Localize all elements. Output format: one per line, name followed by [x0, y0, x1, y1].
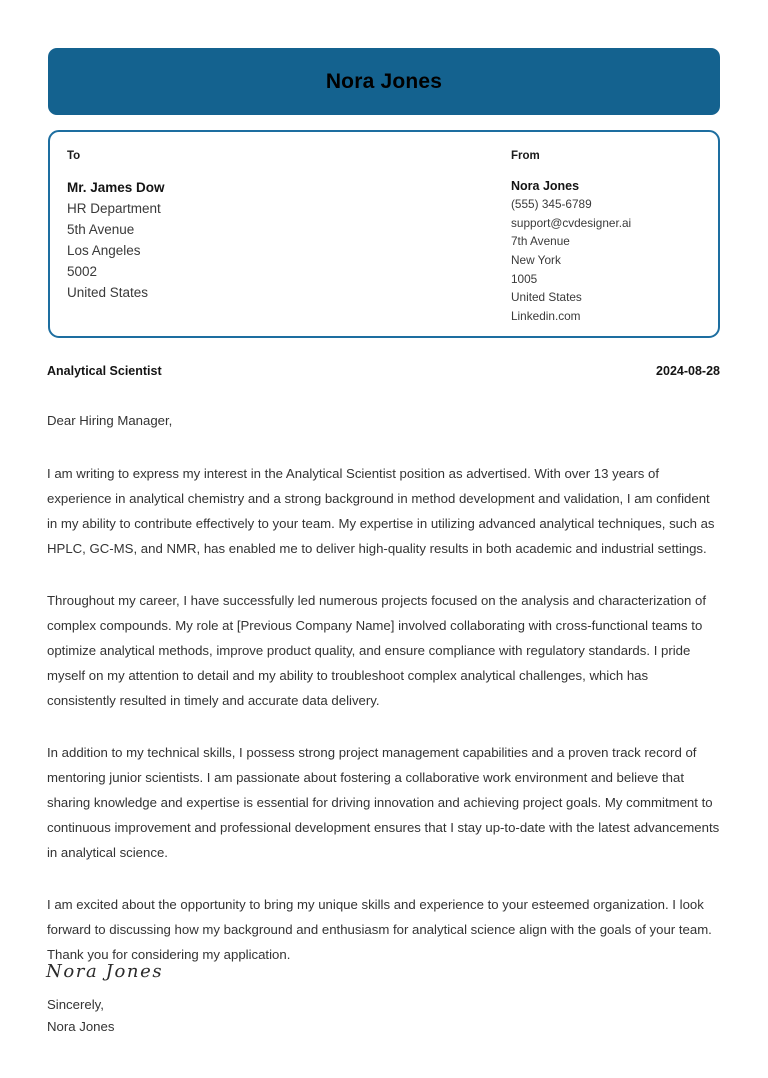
contact-columns: [50, 132, 718, 336]
letter-date: 2024-08-28: [656, 364, 720, 378]
recipient-line: United States: [67, 284, 149, 300]
job-title: Analytical Scientist: [47, 364, 162, 378]
letter-paragraph: I am excited about the opportunity to bring my unique skills and experience to your esteemed organization. I look forward to discussing how my background and enthusiasm for analytical science align with the goals of your team. Thank you for considering my application.: [47, 897, 712, 962]
letter-closing: [47, 994, 720, 1037]
sender-email: support@cvdesigner.ai: [511, 215, 632, 230]
sender-name: Nora Jones: [511, 178, 580, 193]
closing-name: Nora Jones: [47, 1018, 115, 1034]
letter-paragraph: Throughout my career, I have successfully led numerous projects focused on the analysis and characterization of complex compounds. My role at [Previous Company Name] involved collaborating with cross-functional teams to optimize analytical methods, improve product quality, and ensure compliance with regulatory standards. I pride myself on my attention to detail and my ability to troubleshoot complex analytical challenges, which has consistently resulted in timely and accurate data delivery.: [47, 593, 706, 708]
recipient-line: Los Angeles: [67, 242, 141, 258]
letter-meta-row: [47, 364, 720, 379]
contact-box: [48, 130, 720, 338]
sender-line: 7th Avenue: [511, 234, 570, 249]
salutation: Dear Hiring Manager,: [47, 413, 173, 428]
recipient-line: HR Department: [67, 200, 161, 216]
letter-paragraph: I am writing to express my interest in the Analytical Scientist position as advertised. With over 13 years of experience in analytical chemistry and a strong background in method development and validation, I am confident in my ability to contribute effectively to your team. My expertise in utilizing advanced analytical techniques, such as HPLC, GC-MS, and NMR, has enabled me to deliver high-quality results in both academic and industrial settings.: [47, 466, 715, 556]
recipient-line: 5th Avenue: [67, 221, 135, 237]
sender-linkedin: Linkedin.com: [511, 308, 581, 323]
candidate-name: Nora Jones: [325, 70, 443, 93]
closing-word: Sincerely,: [47, 997, 104, 1012]
recipient-name: Mr. James Dow: [67, 179, 165, 195]
recipient-line: 5002: [67, 263, 98, 279]
recipient-label: To: [67, 150, 81, 162]
sender-line: New York: [511, 253, 561, 268]
sender-phone: (555) 345-6789: [511, 197, 592, 212]
sender-column: [511, 150, 631, 325]
sender-label: From: [511, 150, 540, 162]
letter-body: [47, 411, 720, 1037]
sender-line: 1005: [511, 271, 538, 286]
letter-paragraph: In addition to my technical skills, I possess strong project management capabilities and a proven track record of mentoring junior scientists. I am passionate about fostering a collaborative work environment and believe that sharing knowledge and expertise is essential for driving innovation and achieving project goals. My commitment to continuous improvement and professional development ensures that I stay up-to-date with the latest advancements in analytical science.: [47, 745, 720, 860]
sender-line: United States: [511, 290, 582, 305]
recipient-column: [67, 150, 165, 303]
name-banner: [48, 48, 720, 115]
signature: Nora Jones: [46, 961, 164, 982]
